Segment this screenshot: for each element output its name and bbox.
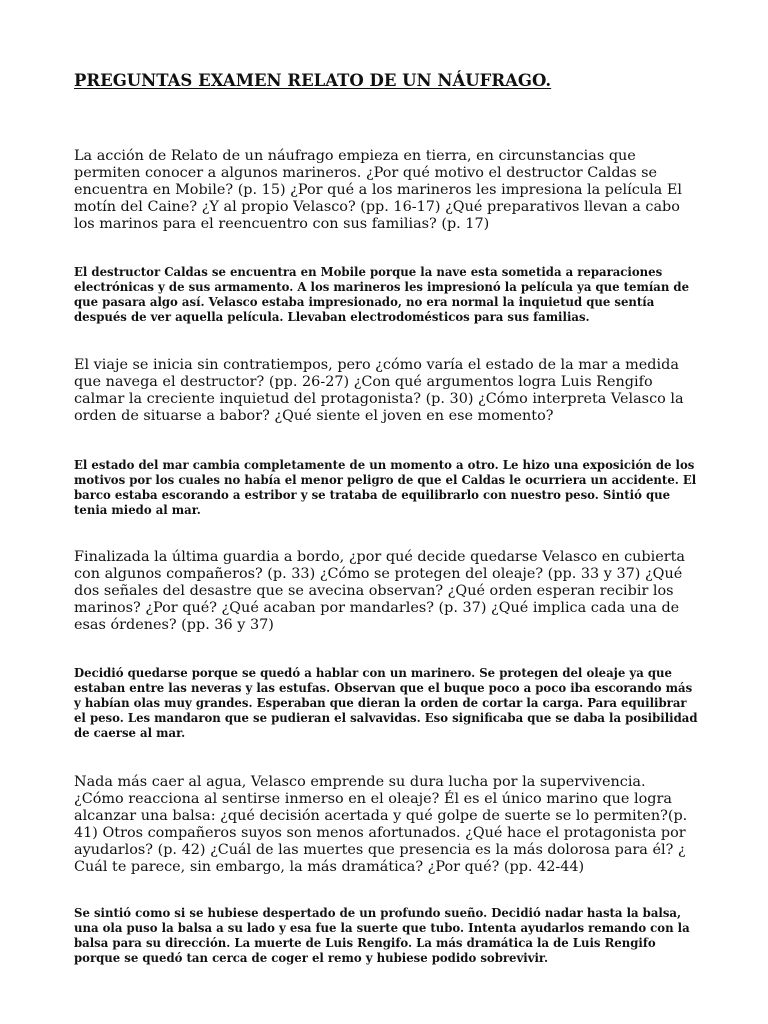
- answer-paragraph-3: Decidió quedarse porque se quedó a hablar con un marinero. Se protegen del oleaje ya que estaban entre las neveras y las estufas. Observan que el buque poco a poco iba escorando más y habían olas muy grandes. Esperaban que dieran la orden de cortar la carga. Para equilibrar el peso. Les mandaron que se pudieran el salvavidas. Eso significaba que se daba la posibilidad de caerse al mar.: [74, 666, 698, 740]
- answer-paragraph-1: El destructor Caldas se encuentra en Mobile porque la nave esta sometida a reparaciones electrónicas y de sus armamento. A los marineros les impresionó la película ya que temían de que pasara algo así. Velasco estaba impresionado, no era normal la inquietud que sentía después de ver aquella película. Llevaban electrodomésticos para sus familias.: [74, 265, 690, 324]
- question-paragraph-1: La acción de Relato de un náufrago empieza en tierra, en circunstancias que permiten conocer a algunos marineros. ¿Por qué motivo el destructor Caldas se encuentra en Mobile? (p. 15) ¿Por qué a los marineros les impresiona la película El motín del Caine? ¿Y al propio Velasco? (pp. 16-17) ¿Qué preparativos llevan a cabo los marinos para el reencuentro con sus familias? (p. 17): [74, 148, 682, 232]
- document-page: [74, 70, 699, 966]
- answer-paragraph-4: Se sintió como si se hubiese despertado de un profundo sueño. Decidió nadar hasta la balsa, una ola puso la balsa a su lado y esa fue la suerte que tubo. Intenta ayudarlos remando con la balsa para su dirección. La muerte de Luis Rengifo. La más dramática la de Luis Rengifo porque se quedó tan cerca de coger el remo y hubiese podido sobrevivir.: [74, 906, 690, 965]
- question-paragraph-2: El viaje se inicia sin contratiempos, pero ¿cómo varía el estado de la mar a medida que navega el destructor? (pp. 26-27) ¿Con qué argumentos logra Luis Rengifo calmar la creciente inquietud del protagonista? (p. 30) ¿Cómo interpreta Velasco la orden de situarse a babor? ¿Qué siente el joven en ese momento?: [74, 357, 684, 424]
- question-paragraph-3: Finalizada la última guardia a bordo, ¿por qué decide quedarse Velasco en cubierta con algunos compañeros? (p. 33) ¿Cómo se protegen del oleaje? (pp. 33 y 37) ¿Qué dos señales del desastre que se avecina observan? ¿Qué orden esperan recibir los marinos? ¿Por qué? ¿Qué acaban por mandarles? (p. 37) ¿Qué implica cada una de esas órdenes? (pp. 36 y 37): [74, 549, 685, 633]
- question-paragraph-4: Nada más caer al agua, Velasco emprende su dura lucha por la supervivencia. ¿Cómo reacciona al sentirse inmerso en el oleaje? Él es el único marino que logra alcanzar una balsa: ¿qué decisión acertada y qué golpe de suerte se lo permiten?(p. 41) Otros compañeros suyos son menos afortunados. ¿Qué hace el protagonista por ayudarlos? (p. 42) ¿Cuál de las muertes que presencia es la más dolorosa para él? ¿ Cuál te parece, sin embargo, la más dramática? ¿Por qué? (pp. 42-44): [74, 774, 688, 875]
- answer-paragraph-2: El estado del mar cambia completamente de un momento a otro. Le hizo una exposición de los motivos por los cuales no había el menor peligro de que el Caldas le ocurriera un accidente. El barco estaba escorando a estribor y se trataba de equilibrarlo con nuestro peso. Sintió que tenia miedo al mar.: [74, 458, 697, 517]
- document-title: PREGUNTAS EXAMEN RELATO DE UN NÁUFRAGO.: [74, 71, 552, 90]
